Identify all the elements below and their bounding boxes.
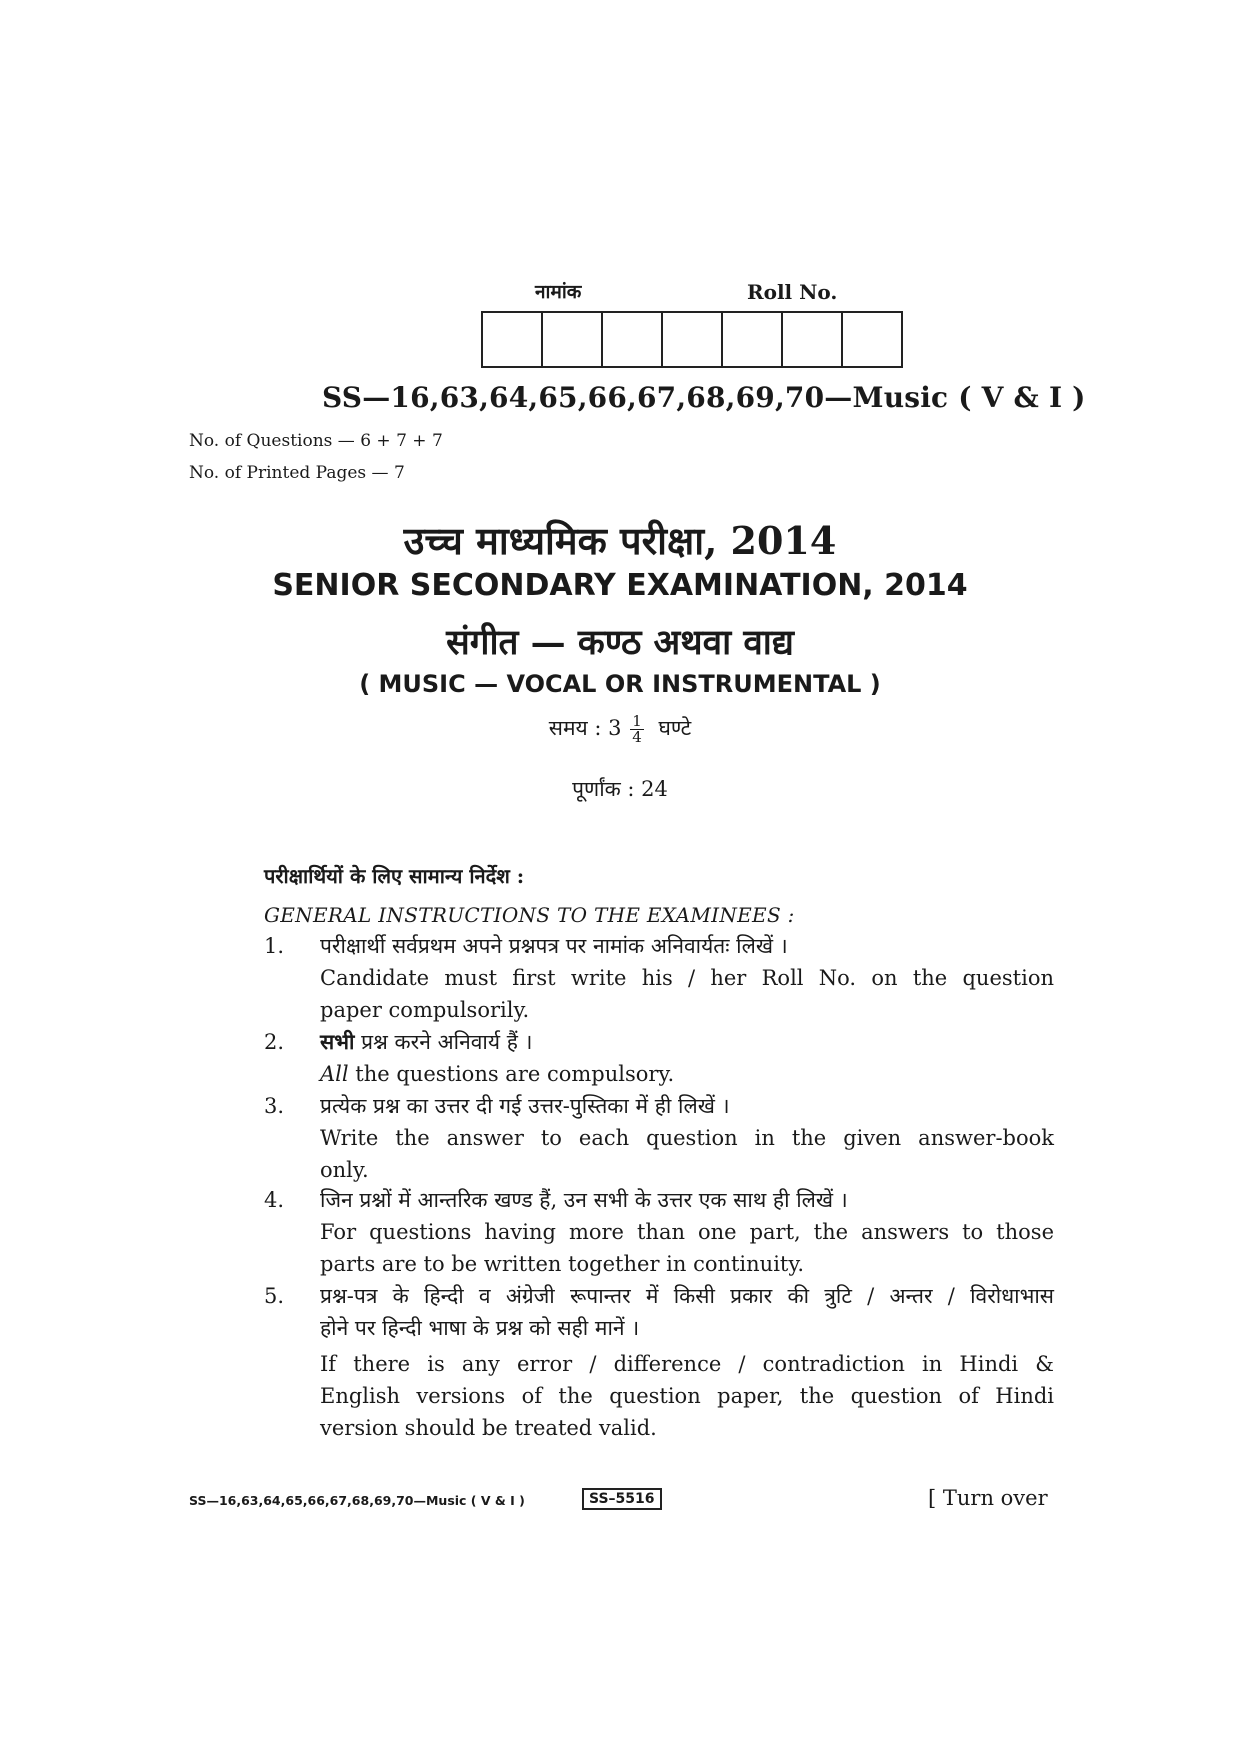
instruction-hindi: परीक्षार्थी सर्वप्रथम अपने प्रश्नपत्र पर नामांक अनिवार्यतः लिखें । bbox=[320, 934, 788, 958]
instruction-number: 1. bbox=[264, 934, 285, 958]
instruction-item bbox=[264, 1026, 1054, 1090]
roll-number-labels bbox=[481, 278, 901, 308]
instruction-english: If there is any error / difference / contradiction in Hindi & bbox=[320, 1352, 1054, 1376]
instruction-item bbox=[264, 1090, 1054, 1186]
instructions-heading-english: GENERAL INSTRUCTIONS TO THE EXAMINEES : bbox=[264, 903, 795, 927]
roll-digit-box[interactable] bbox=[603, 311, 663, 368]
instruction-english: version should be treated valid. bbox=[320, 1416, 657, 1440]
instruction-hindi bbox=[320, 1026, 1054, 1058]
roll-digit-box[interactable] bbox=[483, 311, 543, 368]
instructions-heading-hindi: परीक्षार्थियों के लिए सामान्य निर्देश : bbox=[264, 864, 525, 888]
roll-digit-box[interactable] bbox=[783, 311, 843, 368]
question-count: No. of Questions — 6 + 7 + 7 bbox=[189, 431, 443, 451]
instruction-item bbox=[264, 1280, 1054, 1444]
instruction-english: Write the answer to each question in the given answer-book bbox=[320, 1126, 1054, 1150]
exam-duration bbox=[0, 714, 1240, 745]
instruction-english bbox=[320, 1058, 1054, 1090]
emphasis-italic: All bbox=[320, 1062, 349, 1086]
subject-title-english: ( MUSIC — VOCAL OR INSTRUMENTAL ) bbox=[359, 670, 881, 698]
instruction-english: paper compulsorily. bbox=[320, 998, 530, 1022]
instruction-hindi-text: प्रश्न करने अनिवार्य हैं । bbox=[354, 1030, 533, 1054]
footer-paper-code: SS—16,63,64,65,66,67,68,69,70—Music ( V & I ) bbox=[189, 1493, 525, 1508]
instruction-item bbox=[264, 930, 1054, 1026]
instruction-english: English versions of the question paper, the question of Hindi bbox=[320, 1384, 1054, 1408]
instruction-item bbox=[264, 1184, 1054, 1280]
roll-digit-box[interactable] bbox=[843, 311, 903, 368]
max-marks: पूर्णांक : 24 bbox=[572, 777, 668, 801]
instruction-hindi: प्रत्येक प्रश्न का उत्तर दी गई उत्तर-पुस्तिका में ही लिखें । bbox=[320, 1094, 730, 1118]
exam-title-english: SENIOR SECONDARY EXAMINATION, 2014 bbox=[272, 568, 968, 603]
instruction-hindi: प्रश्न-पत्र के हिन्दी व अंग्रेजी रूपान्तर में किसी प्रकार की त्रुटि / अन्तर / विरोधाभास bbox=[320, 1284, 1054, 1308]
roll-digit-box[interactable] bbox=[543, 311, 603, 368]
instruction-english: Candidate must first write his / her Roll No. on the question bbox=[320, 966, 1054, 990]
instruction-english: only. bbox=[320, 1158, 369, 1182]
fraction-denominator: 4 bbox=[632, 728, 642, 746]
instruction-number: 2. bbox=[264, 1030, 285, 1054]
roll-digit-box[interactable] bbox=[723, 311, 783, 368]
footer-series-code: SS–5516 bbox=[582, 1488, 662, 1510]
instruction-hindi: जिन प्रश्नों में आन्तरिक खण्ड हैं, उन सभी के उत्तर एक साथ ही लिखें । bbox=[320, 1188, 848, 1212]
duration-unit: घण्टे bbox=[658, 716, 692, 740]
instruction-english: parts are to be written together in continuity. bbox=[320, 1252, 805, 1276]
emphasis-bold: सभी bbox=[320, 1029, 355, 1054]
duration-fraction bbox=[630, 714, 644, 745]
page-count: No. of Printed Pages — 7 bbox=[189, 463, 405, 483]
fraction-numerator: 1 bbox=[632, 712, 642, 730]
duration-label: समय : 3 bbox=[548, 716, 622, 740]
instruction-english-text: the questions are compulsory. bbox=[348, 1062, 675, 1086]
exam-title-hindi: उच्च माध्यमिक परीक्षा, 2014 bbox=[403, 518, 837, 563]
instruction-number: 3. bbox=[264, 1094, 285, 1118]
instruction-hindi: होने पर हिन्दी भाषा के प्रश्न को सही मानें । bbox=[320, 1316, 640, 1340]
paper-code: SS—16,63,64,65,66,67,68,69,70—Music ( V & I ) bbox=[322, 381, 1086, 414]
roll-label-english: Roll No. bbox=[747, 280, 838, 304]
roll-label-hindi: नामांक bbox=[535, 281, 582, 303]
roll-digit-box[interactable] bbox=[663, 311, 723, 368]
instruction-english: For questions having more than one part, the answers to those bbox=[320, 1220, 1054, 1244]
roll-number-boxes bbox=[481, 311, 903, 368]
turn-over-note: [ Turn over bbox=[928, 1486, 1048, 1510]
instruction-number: 4. bbox=[264, 1188, 285, 1212]
subject-title-hindi: संगीत — कण्ठ अथवा वाद्य bbox=[446, 622, 794, 663]
instruction-number: 5. bbox=[264, 1284, 285, 1308]
